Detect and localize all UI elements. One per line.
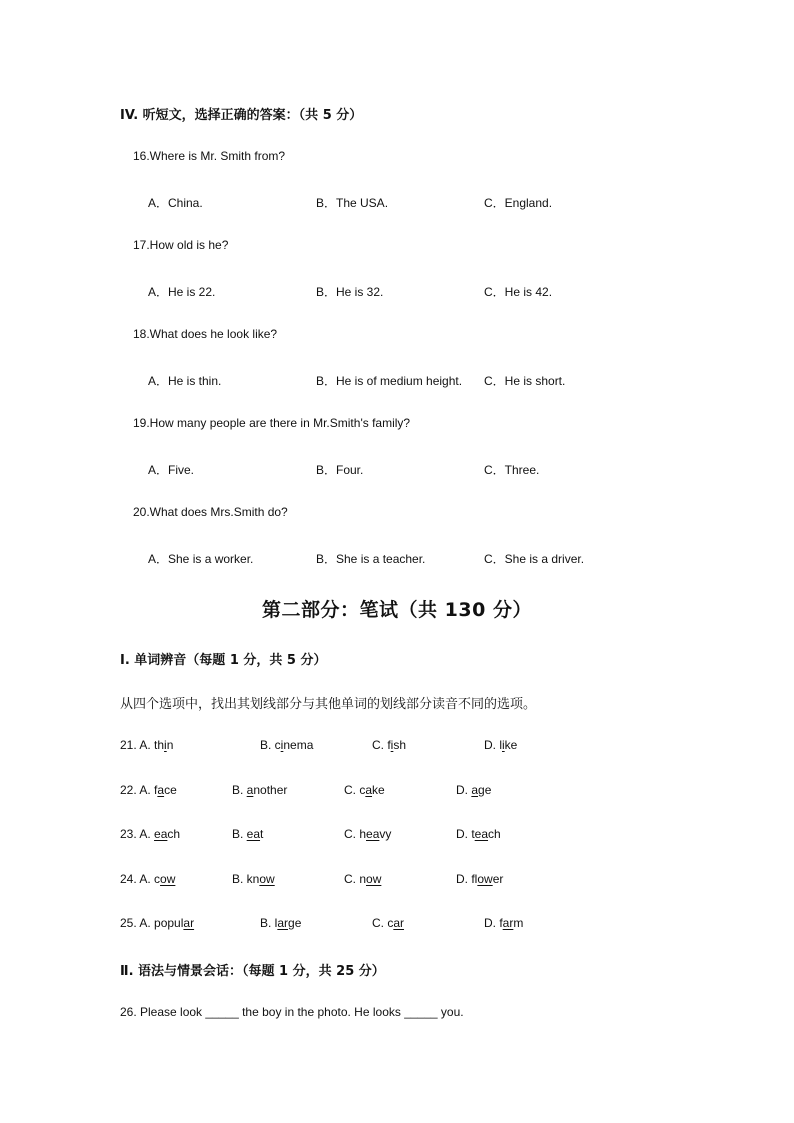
word-option-c: C. fish [372,738,407,752]
question-number: 21. [120,738,137,752]
question-18-option-b: B．He is of medium height. [316,374,463,388]
question-20-stem: 20.What does Mrs.Smith do? [133,505,288,519]
question-17-option-b: B．He is 32. [316,285,384,299]
question-16-option-a: A．China. [148,196,203,210]
phonics-question-25 [120,916,194,930]
word-option-b: B. eat [232,827,264,841]
word-option-d: D. age [456,783,492,797]
question-number: 24. [120,872,137,886]
word-option-b: B. cinema [260,738,314,752]
word-option-a: A. thin [139,738,174,752]
word-option-a: A. face [139,783,177,797]
word-option-c: C. now [344,872,382,886]
question-17-option-c: C．He is 42. [484,285,553,299]
grammar-section-heading: Ⅱ. 语法与情景会话：（每题 1 分，共 25 分） [120,964,385,979]
question-19-stem: 19.How many people are there in Mr.Smith's family? [133,416,411,430]
part-two-title: 第二部分：笔试（共 130 分） [262,599,532,621]
question-number: 25. [120,916,137,930]
question-20-option-b: B．She is a teacher. [316,552,426,566]
question-19-option-c: C．Three. [484,463,540,477]
question-18-stem: 18.What does he look like? [133,327,278,341]
word-option-b: B. large [260,916,302,930]
word-option-d: D. flower [456,872,504,886]
word-option-c: C. heavy [344,827,392,841]
word-option-d: D. like [484,738,518,752]
question-18-option-a: A．He is thin. [148,374,222,388]
phonics-question-23 [120,827,180,841]
question-16-option-c: C．England. [484,196,553,210]
word-option-d: D. farm [484,916,524,930]
question-16-option-b: B．The USA. [316,196,389,210]
question-20-option-c: C．She is a driver. [484,552,585,566]
word-option-b: B. another [232,783,288,797]
word-option-a: A. each [139,827,181,841]
question-20-option-a: A．She is a worker. [148,552,254,566]
word-option-a: A. popular [139,916,195,930]
question-26-stem: 26. Please look _____ the boy in the photo. He looks _____ you. [120,1005,464,1019]
word-option-d: D. teach [456,827,501,841]
question-17-option-a: A．He is 22. [148,285,216,299]
listening-section-heading: IV. 听短文，选择正确的答案：（共 5 分） [120,108,363,123]
phonics-question-24 [120,872,175,886]
question-19-option-a: A．Five. [148,463,195,477]
word-option-b: B. know [232,872,275,886]
question-17-stem: 17.How old is he? [133,238,229,252]
phonics-question-22 [120,783,177,797]
word-option-c: C. cake [344,783,385,797]
question-19-option-b: B．Four. [316,463,364,477]
phonics-question-21 [120,738,173,752]
question-16-stem: 16.Where is Mr. Smith from? [133,149,286,163]
phonics-section-heading: Ⅰ. 单词辨音（每题 1 分，共 5 分） [120,653,327,668]
question-number: 23. [120,827,137,841]
word-option-a: A. cow [139,872,176,886]
question-18-option-c: C．He is short. [484,374,566,388]
word-option-c: C. car [372,916,405,930]
phonics-instruction: 从四个选项中，找出其划线部分与其他单词的划线部分读音不同的选项。 [120,697,537,712]
question-number: 22. [120,783,137,797]
